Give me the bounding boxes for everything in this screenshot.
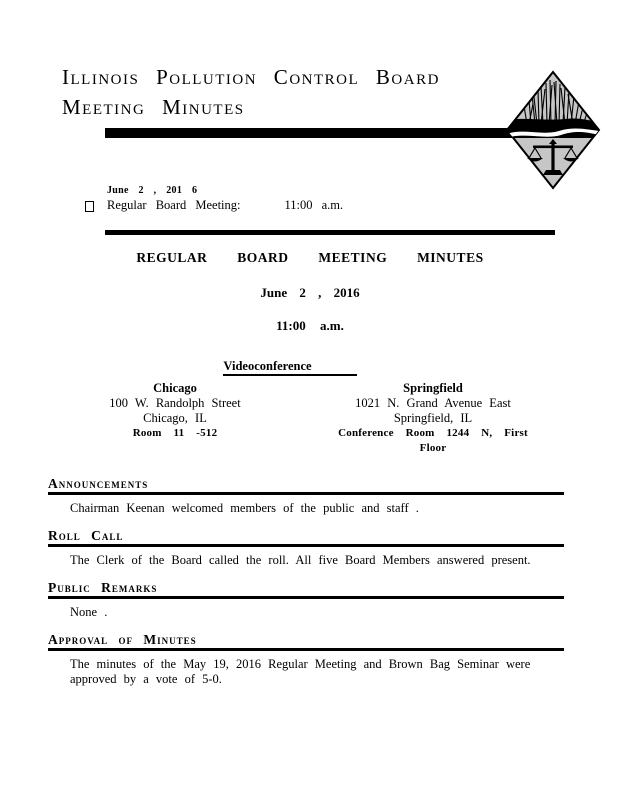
chicago-address1: 100 W. Randolph Street bbox=[109, 396, 241, 410]
springfield-name: Springfield bbox=[403, 381, 463, 395]
section-announcements bbox=[48, 477, 564, 516]
section-public-remarks bbox=[48, 581, 564, 620]
location-springfield bbox=[327, 381, 539, 456]
springfield-address1: 1021 N. Grand Avenue East bbox=[355, 396, 511, 410]
minutes-date: June 2 , 2016 bbox=[260, 285, 360, 300]
title-line-1: Illinois Pollution Control Board bbox=[62, 65, 440, 89]
springfield-room: Conference Room 1244 N, First Floor bbox=[338, 427, 528, 454]
minutes-title: REGULAR BOARD MEETING MINUTES bbox=[136, 250, 484, 265]
section-body: The Clerk of the Board called the roll. All five Board Members answered present. bbox=[70, 553, 531, 567]
chicago-room: Room 11 -512 bbox=[132, 427, 218, 439]
section-divider-rule bbox=[105, 230, 555, 235]
heading-rule bbox=[48, 648, 564, 651]
scales-of-justice-icon bbox=[505, 70, 601, 190]
page-title bbox=[62, 62, 440, 122]
videoconference-heading bbox=[80, 359, 500, 374]
meeting-item-label: Regular Board Meeting: bbox=[107, 198, 241, 212]
heading-rule bbox=[48, 544, 564, 547]
section-body: None . bbox=[70, 605, 108, 619]
header-rule-bar bbox=[105, 128, 557, 138]
header-date: June 2 , 201 6 bbox=[107, 185, 198, 196]
section-heading: Public Remarks bbox=[48, 580, 158, 595]
location-chicago bbox=[60, 381, 290, 441]
section-body: Chairman Keenan welcomed members of the public and staff . bbox=[70, 501, 419, 515]
minutes-sections bbox=[48, 477, 564, 700]
section-heading: Announcements bbox=[48, 476, 149, 491]
checkbox-bullet-icon bbox=[85, 201, 94, 212]
heading-rule bbox=[48, 596, 564, 599]
section-roll-call bbox=[48, 529, 564, 568]
section-heading: Roll Call bbox=[48, 528, 124, 543]
section-body: The minutes of the May 19, 2016 Regular Meeting and Brown Bag Seminar were approved by a vote of 5-0. bbox=[70, 657, 531, 686]
chicago-name: Chicago bbox=[153, 381, 197, 395]
chicago-address2: Chicago, IL bbox=[143, 411, 207, 425]
title-line-2: Meeting Minutes bbox=[62, 95, 245, 119]
videoconference-label: Videoconference bbox=[223, 359, 356, 376]
meeting-item-time: 11:00 a.m. bbox=[284, 198, 344, 212]
heading-rule bbox=[48, 492, 564, 495]
board-logo-svg bbox=[505, 70, 601, 190]
springfield-address2: Springfield, IL bbox=[393, 411, 473, 425]
meeting-item-row bbox=[85, 198, 343, 213]
minutes-time: 11:00 a.m. bbox=[276, 318, 344, 333]
section-heading: Approval of Minutes bbox=[48, 632, 197, 647]
section-approval-of-minutes bbox=[48, 633, 564, 687]
